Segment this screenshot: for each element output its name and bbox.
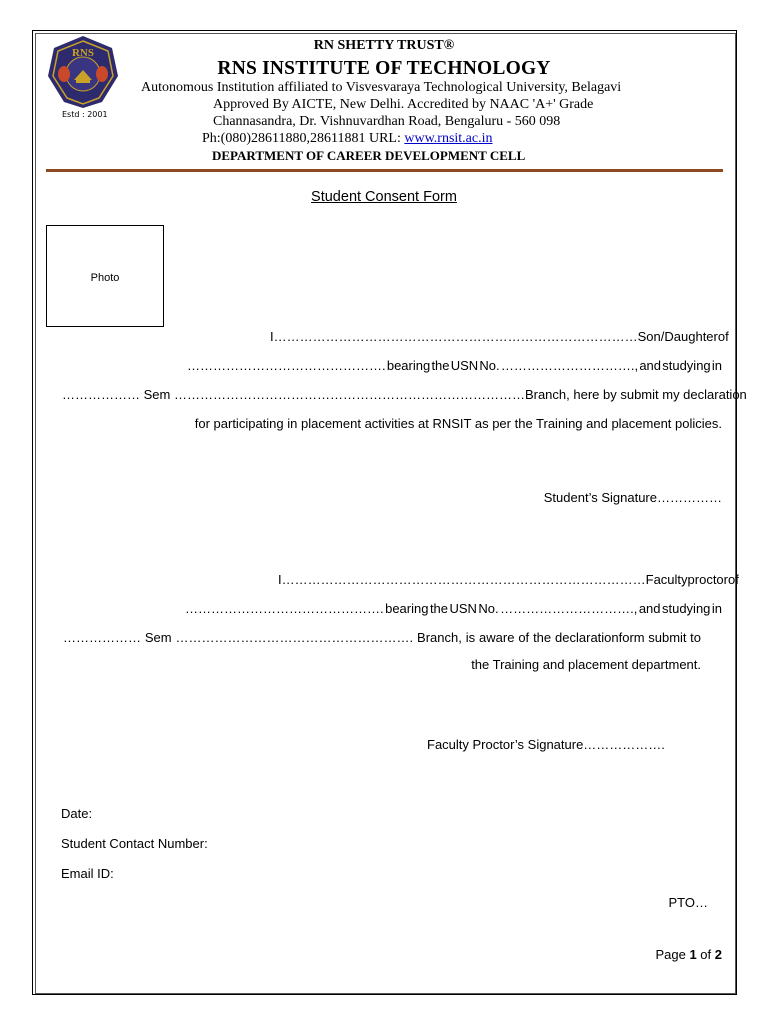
semester-blank[interactable]: ………………	[63, 630, 141, 645]
text-bearing: bearing	[385, 601, 429, 616]
text-branch: Branch,	[417, 630, 462, 645]
proctor-row-2	[185, 601, 722, 616]
text-declaration: declarationform submit to	[555, 630, 701, 645]
header-divider	[46, 169, 723, 172]
affiliation-line: Autonomous Institution affiliated to Visvesvaraya Technological University, Belagavi	[141, 80, 622, 95]
proctor-row-4: the Training and placement department.	[471, 657, 701, 672]
text-of: of	[518, 630, 530, 645]
student-name-blank[interactable]: ……………………………………….	[185, 601, 384, 616]
text-no: No.	[478, 601, 499, 616]
proctor-row-3	[63, 630, 701, 645]
form-title: Student Consent Form	[311, 189, 457, 205]
page-number	[560, 947, 722, 962]
page-of: of	[696, 947, 715, 962]
student-row-1	[270, 329, 729, 344]
address-line: Channasandra, Dr. Vishnuvardhan Road, Bengaluru - 560 098	[213, 114, 561, 129]
text-aware: aware	[479, 630, 515, 645]
text-and: and	[638, 601, 661, 616]
text-slash: /	[660, 329, 665, 344]
page-prefix: Page	[655, 947, 690, 962]
text-no: No.	[479, 358, 500, 373]
text-daughter: Daughter	[664, 329, 718, 344]
website-link[interactable]: www.rnsit.ac.in	[404, 131, 493, 146]
student-row-2	[187, 358, 722, 373]
contact-number-field[interactable]: Student Contact Number:	[61, 836, 208, 851]
student-signature[interactable]: Student’s Signature……………	[543, 490, 722, 505]
text-the: the	[533, 630, 552, 645]
text-of: of	[728, 572, 739, 587]
institute-name: RNS INSTITUTE OF TECHNOLOGY	[217, 58, 551, 79]
text-proctor: proctor	[687, 572, 728, 587]
text-bearing: bearing	[386, 358, 431, 373]
usn-blank[interactable]: ………………………….,	[500, 601, 638, 616]
text-studying: studying	[661, 601, 711, 616]
text-in: in	[711, 601, 722, 616]
text-in: in	[711, 358, 722, 373]
text-sem: Sem	[144, 630, 172, 645]
photo-label: Photo	[90, 272, 120, 284]
proctor-signature[interactable]: Faculty Proctor’s Signature……………….	[427, 737, 665, 752]
student-name-blank[interactable]: …………………………………………………………………………	[273, 329, 638, 344]
email-field[interactable]: Email ID:	[61, 866, 114, 881]
text-the: the	[429, 601, 449, 616]
usn-blank[interactable]: ………………………….,	[500, 358, 639, 373]
branch-blank[interactable]: ……………………………………………….	[175, 630, 414, 645]
trust-name: RN SHETTY TRUST®	[313, 38, 455, 53]
text-i: I	[270, 329, 274, 344]
text-son: Son	[637, 329, 661, 344]
text-usn: USN	[449, 601, 477, 616]
logo-text: RNS	[71, 47, 95, 59]
total-pages: 2	[714, 947, 722, 962]
established-year: Estd : 2001	[62, 110, 108, 119]
parent-name-blank[interactable]: ……………………………………….	[187, 358, 386, 373]
text-usn: USN	[450, 358, 479, 373]
current-page: 1	[689, 947, 697, 962]
pto-text: PTO…	[668, 895, 708, 910]
date-field[interactable]: Date:	[61, 806, 93, 821]
text-i: I	[278, 572, 282, 587]
phone-text: Ph:(080)28611880,28611881 URL:	[202, 131, 405, 146]
proctor-name-blank[interactable]: …………………………………………………………………………	[281, 572, 646, 587]
text-faculty: Faculty	[645, 572, 688, 587]
student-row-4: for participating in placement activities at RNSIT as per the Training and placement policies.	[194, 416, 722, 431]
approval-line: Approved By AICTE, New Delhi. Accredited by NAAC 'A+' Grade	[213, 97, 594, 112]
text-of: of	[717, 329, 729, 344]
photo-box[interactable]	[46, 225, 164, 327]
proctor-row-1	[278, 572, 739, 587]
text-and: and	[639, 358, 662, 373]
student-row-3[interactable]: ……………… Sem ………………………………………………………………………Branch, here by submit my declaration	[62, 387, 747, 402]
department-name: DEPARTMENT OF CAREER DEVELOPMENT CELL	[212, 148, 526, 163]
contact-line	[202, 131, 493, 147]
text-studying: studying	[662, 358, 711, 373]
text-the: the	[431, 358, 450, 373]
text-is: is	[465, 630, 476, 645]
